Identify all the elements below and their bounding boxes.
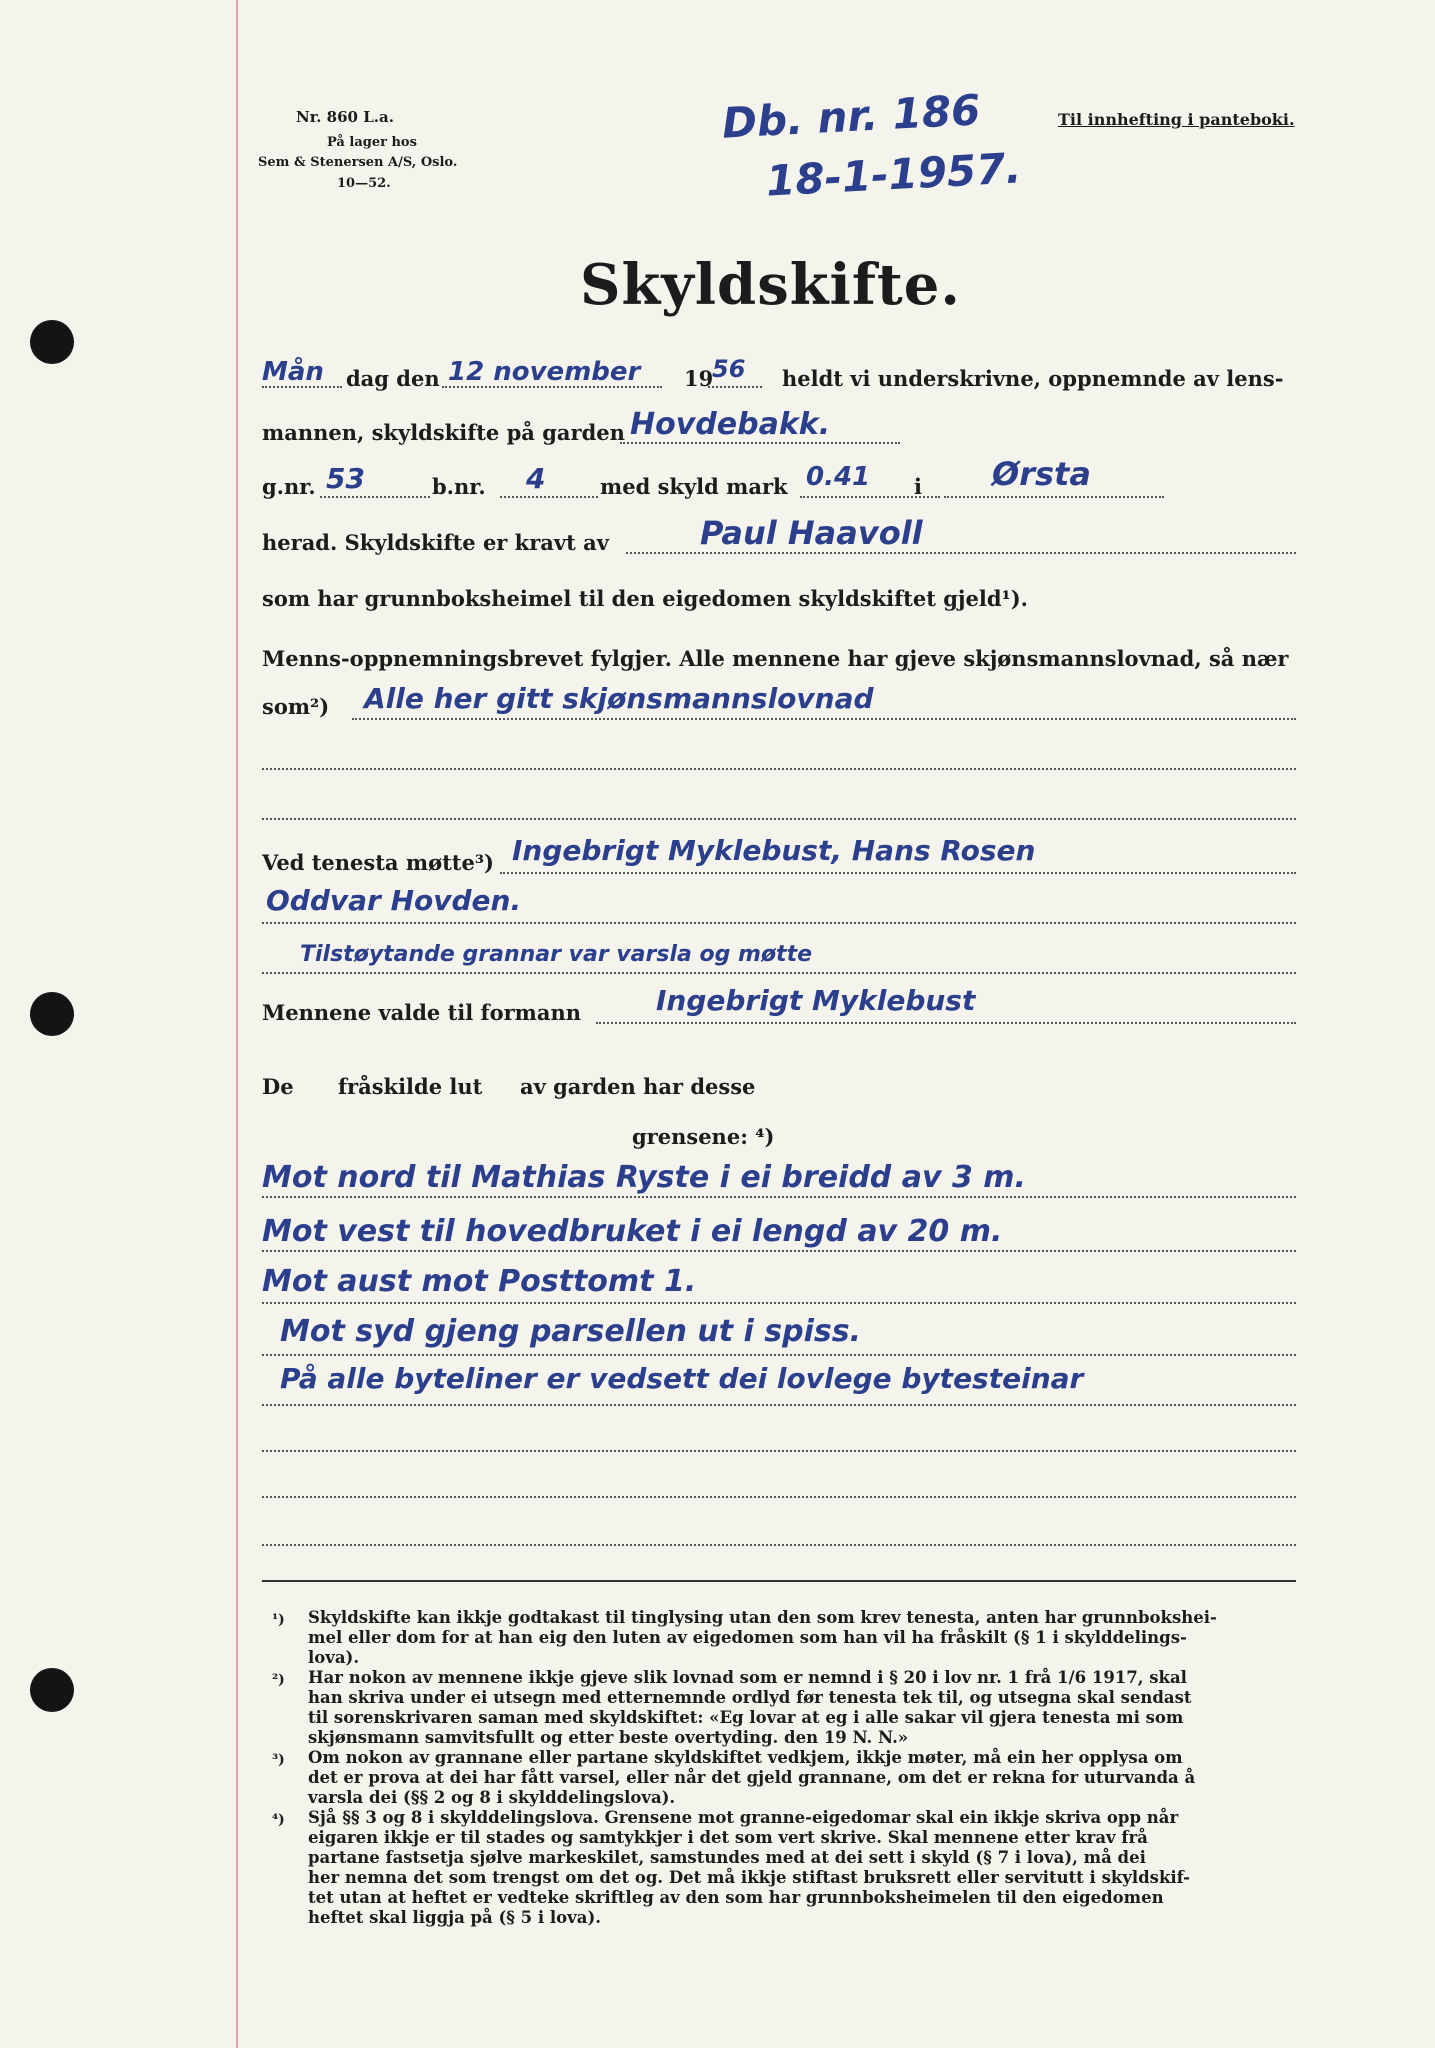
handwritten-date: 18-1-1957. bbox=[764, 143, 1023, 206]
label-bnr: b.nr. bbox=[432, 474, 486, 499]
text-line-6: Menns-oppnemningsbrevet fylgjer. Alle mennene har gjeve skjønsmannslovnad, så nær bbox=[262, 646, 1289, 671]
requester-handwritten: Paul Haavoll bbox=[700, 514, 923, 552]
footnote-1-line-1: Skyldskifte kan ikkje godtakast til tinglysing utan den som krev tenesta, anten har grunnbokshei- bbox=[308, 1608, 1217, 1627]
attendees-handwritten-1: Ingebrigt Myklebust, Hans Rosen bbox=[512, 834, 1036, 867]
footnote-2-line-4: skjønsmann samvitsfullt og etter beste overtyding. den 19 N. N.» bbox=[308, 1728, 909, 1747]
label-gnr: g.nr. bbox=[262, 474, 316, 499]
boundary-handwritten-4: Mot syd gjeng parsellen ut i spiss. bbox=[280, 1314, 861, 1349]
footnote-1-line-2: mel eller dom for at han eig den luten av eigedomen som han vil ha fråskilt (§ 1 i skylddelings- bbox=[308, 1628, 1187, 1647]
footnote-4-number: ⁴) bbox=[272, 1812, 285, 1828]
text-line-2: mannen, skyldskifte på garden bbox=[262, 420, 625, 445]
bnr-handwritten: 4 bbox=[526, 462, 546, 495]
text-line-4: herad. Skyldskifte er kravt av bbox=[262, 530, 609, 555]
footnote-4-line-2: eigaren ikkje er til stades og samtykkjer i det som vert skrive. Skal mennene etter krav frå bbox=[308, 1828, 1148, 1847]
label-i: i bbox=[914, 474, 922, 499]
municipality-handwritten: Ørsta bbox=[992, 455, 1091, 493]
footnote-3-number: ³) bbox=[272, 1752, 285, 1768]
handwritten-reference: Db. nr. 186 bbox=[720, 85, 982, 148]
label-fraskilde: fråskilde lut bbox=[338, 1074, 483, 1099]
label-de: De bbox=[262, 1074, 294, 1099]
boundary-handwritten-5: På alle byteliner er vedsett dei lovlege bytesteinar bbox=[280, 1362, 1084, 1395]
label-grensene: grensene: ⁴) bbox=[632, 1124, 775, 1149]
footnote-4-line-5: tet utan at heftet er vedteke skriftleg av den som har grunnboksheimelen til den eigedomen bbox=[308, 1888, 1164, 1907]
label-chairman: Mennene valde til formann bbox=[262, 1000, 582, 1025]
label-skyld: med skyld mark bbox=[600, 474, 788, 499]
footnote-4-line-6: heftet skal liggja på (§ 5 i lova). bbox=[308, 1908, 602, 1927]
footnote-3-line-1: Om nokon av grannane eller partane skyldskiftet vedkjem, ikkje møter, må ein her opplysa om bbox=[308, 1748, 1183, 1767]
form-number: Nr. 860 L.a. bbox=[296, 108, 394, 126]
footnote-4-line-1: Sjå §§ 3 og 8 i skylddelingslova. Grensene mot granne-eigedomar skal ein ikkje skriva opp når bbox=[308, 1808, 1179, 1827]
chairman-handwritten: Ingebrigt Myklebust bbox=[656, 984, 976, 1017]
footnote-2-number: ²) bbox=[272, 1672, 285, 1688]
footnote-2-line-1: Har nokon av mennene ikkje gjeve slik lovnad som er nemnd i § 20 i lov nr. 1 frå 1/6 1917, skal bbox=[308, 1668, 1187, 1687]
farm-name-handwritten: Hovdebakk. bbox=[630, 407, 831, 442]
boundary-handwritten-2: Mot vest til hovedbruket i ei lengd av 20 m. bbox=[262, 1214, 1003, 1249]
footnote-1-line-3: lova). bbox=[308, 1648, 360, 1667]
boundary-handwritten-3: Mot aust mot Posttomt 1. bbox=[262, 1264, 697, 1299]
footnote-4-line-3: partane fastsetja sjølve markeskilet, samstundes med at dei sett i skyld (§ 7 i lova), må dei bbox=[308, 1848, 1146, 1867]
skyld-handwritten: 0.41 bbox=[806, 462, 871, 492]
weekday-handwritten: Mån bbox=[262, 357, 324, 387]
label-attended: Ved tenesta møtte³) bbox=[262, 850, 494, 875]
footnote-2-line-2: han skriva under ei utsegn med etternemnde ordlyd før tenesta tek til, og utsegna skal sendast bbox=[308, 1688, 1192, 1707]
page-title: Skyldskifte. bbox=[580, 252, 961, 318]
binding-note: Til innhefting i panteboki. bbox=[1058, 110, 1295, 129]
footnote-3-line-3: varsla dei (§§ 2 og 8 i skylddelingslova). bbox=[308, 1788, 676, 1807]
oath-handwritten: Alle her gitt skjønsmannslovnad bbox=[364, 682, 874, 715]
boundary-handwritten-1: Mot nord til Mathias Ryste i ei breidd av 3 m. bbox=[262, 1160, 1026, 1195]
punch-hole bbox=[30, 320, 74, 364]
label-som: som²) bbox=[262, 694, 330, 719]
neighbours-handwritten: Tilstøytande grannar var varsla og møtte bbox=[300, 942, 813, 967]
margin-rule bbox=[236, 0, 238, 2048]
text-line-5: som har grunnboksheimel til den eigedomen skyldskiftet gjeld¹). bbox=[262, 586, 1028, 611]
print-date: 10—52. bbox=[337, 176, 391, 191]
gnr-handwritten: 53 bbox=[326, 462, 365, 495]
label-year-prefix: 19 bbox=[684, 366, 714, 391]
publisher-line: Sem & Stenersen A/S, Oslo. bbox=[258, 155, 458, 170]
attendees-handwritten-2: Oddvar Hovden. bbox=[266, 884, 522, 917]
footnote-2-line-3: til sorenskrivaren saman med skyldskiftet: «Eg lovar at eg i alle sakar vil gjera tenesta mi som bbox=[308, 1708, 1184, 1727]
footnote-3-line-2: det er prova at dei har fått varsel, eller når det gjeld grannane, om det er rekna for uturvanda å bbox=[308, 1768, 1196, 1787]
punch-hole bbox=[30, 992, 74, 1036]
year-suffix-handwritten: 56 bbox=[712, 355, 746, 383]
label-dag-den: dag den bbox=[346, 366, 440, 391]
punch-hole bbox=[30, 1668, 74, 1712]
label-av-garden: av garden har desse bbox=[520, 1074, 756, 1099]
text-line-1: heldt vi underskrivne, oppnemnde av lens- bbox=[782, 366, 1284, 391]
footnote-1-number: ¹) bbox=[272, 1612, 285, 1628]
date-handwritten: 12 november bbox=[448, 357, 641, 387]
footnote-divider bbox=[262, 1580, 1296, 1582]
footnote-4-line-4: her nemna det som trengst om det og. Det må ikkje stiftast bruksrett eller servitutt i skyldskif- bbox=[308, 1868, 1191, 1887]
stock-line: På lager hos bbox=[327, 135, 417, 150]
